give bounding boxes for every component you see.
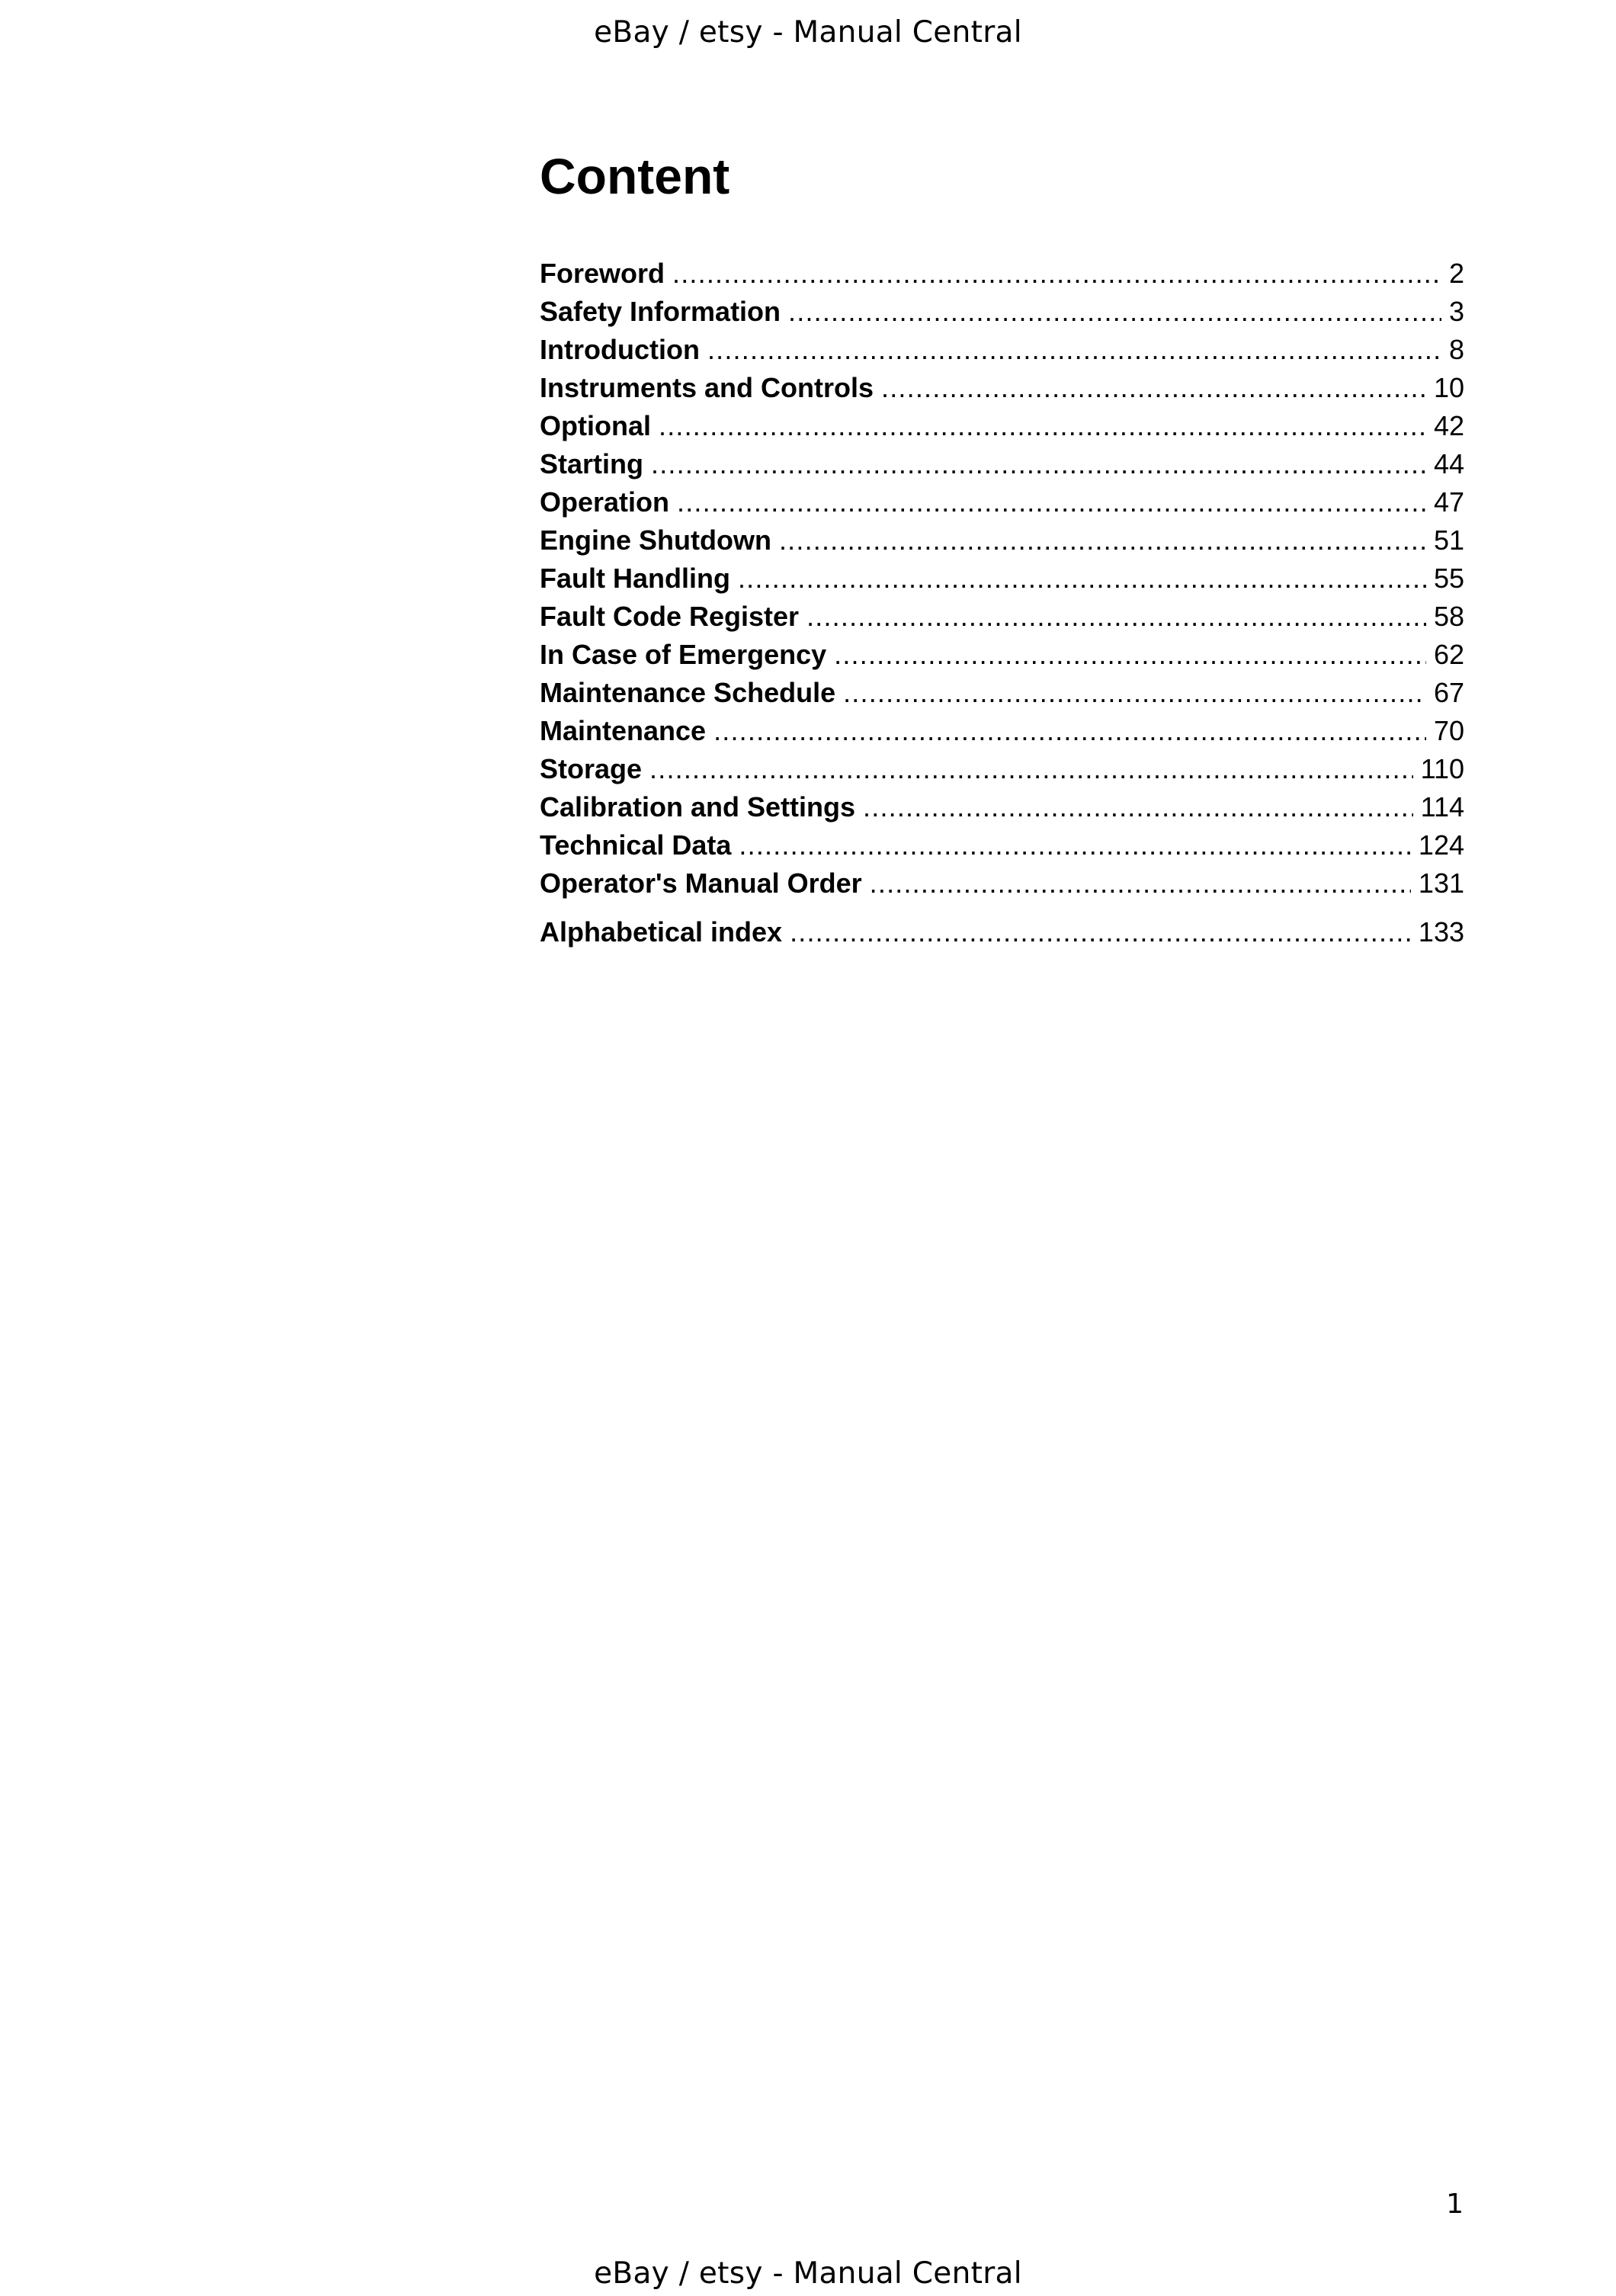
- toc-dot-leader: [843, 674, 1426, 712]
- toc-entry[interactable]: [540, 826, 1464, 864]
- toc-entry-title: Fault Code Register: [540, 601, 800, 632]
- toc-entry[interactable]: [540, 293, 1464, 331]
- toc-entry-title: Operation: [540, 486, 670, 518]
- toc-entry-title: Maintenance Schedule: [540, 677, 836, 708]
- toc-entry-title: Operator's Manual Order: [540, 867, 862, 899]
- toc-entry-title: Optional: [540, 410, 651, 441]
- toc-entry[interactable]: [540, 864, 1464, 903]
- toc-entry-title: Instruments and Controls: [540, 372, 874, 403]
- toc-entry-page: 67: [1433, 677, 1464, 708]
- toc-entry-page: 133: [1418, 916, 1464, 948]
- table-of-contents: [540, 255, 1464, 951]
- page-number: 1: [1446, 2189, 1464, 2220]
- toc-entry[interactable]: [540, 483, 1464, 521]
- toc-entry-page: 55: [1433, 563, 1464, 594]
- toc-dot-leader: [834, 636, 1426, 674]
- toc-entry-page: 44: [1433, 448, 1464, 479]
- toc-dot-leader: [659, 407, 1426, 445]
- page-footer: eBay / etsy - Manual Central: [594, 2256, 1022, 2291]
- toc-entry[interactable]: [540, 712, 1464, 750]
- toc-dot-leader: [881, 369, 1426, 407]
- toc-dot-leader: [651, 445, 1426, 483]
- toc-dot-leader: [738, 560, 1426, 598]
- toc-entry[interactable]: [540, 913, 1464, 951]
- toc-entry-page: 58: [1433, 601, 1464, 632]
- toc-entry[interactable]: [540, 521, 1464, 560]
- toc-entry-title: Fault Handling: [540, 563, 730, 594]
- toc-entry-page: 10: [1433, 372, 1464, 403]
- toc-entry[interactable]: [540, 750, 1464, 788]
- toc-entry[interactable]: [540, 445, 1464, 483]
- toc-dot-leader: [870, 864, 1411, 903]
- page-header: eBay / etsy - Manual Central: [594, 15, 1022, 50]
- toc-entry[interactable]: [540, 560, 1464, 598]
- toc-entry-page: 124: [1418, 829, 1464, 861]
- toc-dot-leader: [707, 331, 1441, 369]
- toc-entry[interactable]: [540, 598, 1464, 636]
- toc-dot-leader: [649, 750, 1413, 788]
- toc-entry-title: Alphabetical index: [540, 916, 783, 948]
- toc-entry-title: Foreword: [540, 258, 665, 289]
- toc-entry-page: 70: [1433, 715, 1464, 746]
- toc-entry-title: In Case of Emergency: [540, 639, 827, 670]
- toc-dot-leader: [788, 293, 1441, 331]
- toc-entry[interactable]: [540, 255, 1464, 293]
- toc-dot-leader: [863, 788, 1413, 826]
- toc-dot-leader: [713, 712, 1426, 750]
- toc-entry-title: Storage: [540, 753, 643, 784]
- toc-entry-title: Safety Information: [540, 296, 781, 327]
- toc-entry-page: 3: [1448, 296, 1464, 327]
- toc-dot-leader: [779, 521, 1426, 560]
- toc-entry-title: Technical Data: [540, 829, 732, 861]
- toc-entry-title: Calibration and Settings: [540, 791, 856, 823]
- toc-entry[interactable]: [540, 407, 1464, 445]
- toc-entry[interactable]: [540, 788, 1464, 826]
- toc-dot-leader: [790, 913, 1411, 951]
- toc-entry-page: 51: [1433, 524, 1464, 556]
- toc-entry-page: 47: [1433, 486, 1464, 518]
- toc-entry-page: 114: [1420, 791, 1464, 823]
- page-title: Content: [540, 148, 730, 204]
- toc-entry-page: 110: [1420, 753, 1464, 784]
- toc-entry-page: 2: [1448, 258, 1464, 289]
- toc-entry-page: 131: [1418, 867, 1464, 899]
- toc-entry-title: Engine Shutdown: [540, 524, 771, 556]
- toc-dot-leader: [806, 598, 1426, 636]
- toc-entry[interactable]: [540, 636, 1464, 674]
- toc-entry-page: 42: [1433, 410, 1464, 441]
- toc-entry[interactable]: [540, 674, 1464, 712]
- toc-entry-title: Starting: [540, 448, 644, 479]
- toc-entry[interactable]: [540, 369, 1464, 407]
- toc-entry-page: 8: [1448, 334, 1464, 365]
- toc-entry[interactable]: [540, 331, 1464, 369]
- toc-entry-page: 62: [1433, 639, 1464, 670]
- toc-dot-leader: [672, 255, 1441, 293]
- toc-entry-title: Introduction: [540, 334, 700, 365]
- toc-dot-leader: [739, 826, 1411, 864]
- toc-dot-leader: [677, 483, 1426, 521]
- toc-entry-title: Maintenance: [540, 715, 707, 746]
